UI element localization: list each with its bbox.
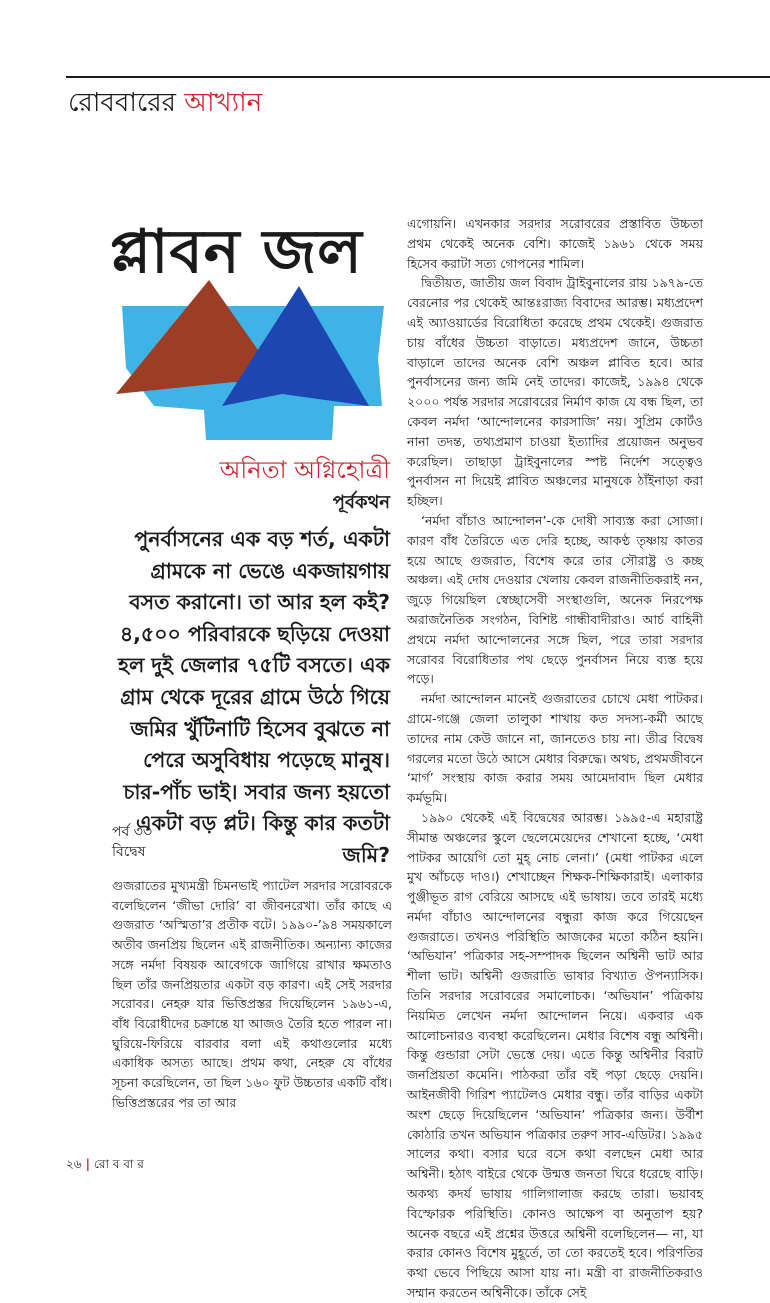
- paragraph: নর্মদা আন্দোলন মানেই গুজরাতের চোখে মেধা পাটকর। গ্রামে-গঞ্জে জেলা তালুকা শাখায় কত সদস্য-কর্মী আছে তাদের নাম কেউ জানে না, জানতেও চায় না। তীব্র বিদ্বেষ গরলের মতো উঠে আসে মেধার বিরুদ্ধে। অথচ, প্রথমজীবনে ‘মার্গ’ সংস্থায় কাজ করার সময় আমেদাবাদ ছিল মেধার কর্মভূমি।: [407, 691, 703, 806]
- section-title-prefix: রোববারের: [68, 88, 185, 118]
- article-title: প্লাবন জল: [110, 217, 363, 287]
- footer-separator: |: [85, 1157, 90, 1171]
- paragraph: দ্বিতীয়ত, জাতীয় জল বিবাদ ট্রাইবুনালের রায় ১৯৭৯-তে বেরনোর পর থেকেই আন্তঃরাজ্য বিবাদের আরম্ভ। মধ্যপ্রদেশ এই অ্যাওয়ার্ডের বিরোধিতা করেছে প্রথম থেকেই। গুজরাত চায় বাঁধের উচ্চতা বাড়াতে। মধ্যপ্রদেশ জানে, উচ্চতা বাড়ালে তাদের অনেক বেশি অঞ্চল প্লাবিত হবে। আর পুনর্বাসনের জন্য জমি নেই তাদের। কাজেই, ১৯৯৪ থেকে ২০০০ পর্যন্ত সরদার সরোবরের নির্মাণ কাজ যে বন্ধ ছিল, তা কেবল নর্মদা ‘আন্দোলনের কারসাজি’ নয়। সুপ্রিম কোর্টও নানা তদন্ত, তথ্যপ্রমাণ চাওয়া ইত্যাদির প্রয়োজন অনুভব করেছিল। তাছাড়া ট্রাইবুনালের স্পষ্ট নির্দেশ সত্ত্বেও পুনর্বাসন না দিয়েই প্লাবিত অঞ্চলের মানুষকে ঠাঁইনাড়া করা হচ্ছিল।: [407, 275, 703, 509]
- kicker-label: পূর্বকথন: [332, 492, 390, 513]
- section-title-highlight: আখ্যান: [184, 88, 263, 118]
- part-label: পর্ব ৩৩: [112, 824, 152, 840]
- paragraph: এগোয়নি। এখনকার সরদার সরোবরের প্রস্তাবিত উচ্চতা প্রথম থেকেই অনেক বেশি। কাজেই ১৯৬১ থেকে সময় হিসেব করাটা সত্য গোপনের শামিল।: [407, 216, 703, 271]
- magazine-name: রো ব বা র: [94, 1157, 144, 1171]
- paragraph: ১৯৯০ থেকেই এই বিদ্বেষের আরম্ভ। ১৯৯৫-এ মহারাষ্ট্র সীমান্ত অঞ্চলের স্কুলে ছেলেমেয়েদের শেখানো হচ্ছে, ‘মেধা পাটকর আয়েগি তো মুহ্ নোচ লেনা।’ (মেধা পাটকর এলে মুখ আঁচড়ে দাও।) শেখাচ্ছেন শিক্ষক-শিক্ষিকারাই। এলাকার পুঞ্জীভূত রাগ বেরিয়ে আসছে এই ভাষায়। তবে তারই মধ্যে নর্মদা বাঁচাও আন্দোলনের বন্ধুরা কাজ করে গিয়েছেন গুজরাতে। তখনও পরিস্থিতি আজকের মতো কঠিন হয়নি। ‘অভিযান’ পত্রিকার সহ-সম্পাদক ছিলেন অশ্বিনী ভাট আর শীলা ভাট। অশ্বিনী গুজরাতি ভাষার বিখ্যাত ঔপন্যাসিক। তিনি সরদার সরোবরের সমালোচক। ‘অভিযান’ পত্রিকায় নিয়মিত লেখেন নর্মদা আন্দোলন নিয়ে। একবার এক আলোচনারও ব্যবস্থা করেছিলেন। মেধার বিশেষ বন্ধু অশ্বিনী। কিন্তু গুন্ডারা সেটা ভেস্তে দেয়। এতে কিন্তু অশ্বিনীর বিরাট জনপ্রিয়তা কমেনি। পাঠকরা তাঁর বই পড়া ছেড়ে দেয়নি। আইনজীবী গিরিশ প্যাটেলও মেধার বন্ধু। তাঁর বাড়ির একটা অংশ ছেড়ে দিয়েছিলেন ‘অভিযান’ পত্রিকার জন্য। উর্বীশ কোঠারি তখন অভিযান পত্রিকার তরুণ সাব-এডিটর। ১৯৯৫ সালের কথা। বসার ঘরে বসে কথা বলছেন মেধা আর অশ্বিনী। হঠাৎ বাইরে থেকে উন্মত্ত জনতা ঘিরে ধরেছে বাড়ি। অকথ্য কদর্য ভাষায় গালিগালাজ করছে তারা। ভয়াবহ বিস্ফোরক পরিস্থিতি। কোনও আক্ষেপ বা অনুতাপ হয়? অনেক বছরে এই প্রশ্নের উত্তরে অশ্বিনী বলেছিলেন— না, যা করার কোনও বিশেষ মুহূর্তে, তা তো করতেই হবে। পরিণতির কথা ভেবে পিছিয়ে আসা যায় না। মন্ত্রী বা রাজনীতিকরাও সম্মান করতেন অশ্বিনীকে। তাঁকে সেই: [407, 809, 703, 1301]
- header-rule: [66, 76, 770, 78]
- right-column-text: [407, 214, 703, 1303]
- mountain-illustration: [114, 278, 386, 443]
- part-info: [112, 822, 152, 862]
- left-column-text: [112, 876, 392, 1112]
- section-title: [68, 82, 262, 126]
- part-subtitle: বিদ্বেষ: [112, 844, 146, 860]
- page-number: ২৬: [66, 1157, 82, 1171]
- pull-quote: পুনর্বাসনের এক বড় শর্ত, একটা গ্রামকে না ভেঙে একজায়গায় বসত করানো। তা আর হল কই? ৪,৫০০ পরিবারকে ছড়িয়ে দেওয়া হল দুই জেলার ৭৫টি বসতে। এক গ্রাম থেকে দূরের গ্রামে উঠে গিয়ে জমির খুঁটিনাটি হিসেব বুঝতে না পেরে অসুবিধায় পড়েছে মানুষ। চার-পাঁচ ভাই। সবার জন্য হয়তো একটা বড় প্লট। কিন্তু কার কতটা জমি?: [118, 527, 390, 867]
- author-name: অনিতা অগ্নিহোত্রী: [219, 456, 390, 484]
- page-footer: [66, 1156, 144, 1176]
- paragraph: গুজরাতের মুখ্যমন্ত্রী চিমনভাই প্যাটেল সরদার সরোবরকে বলেছিলেন ‘জীভা দোরি’ বা জীবনরেখা। তাঁর কাছে এ গুজরাত ‘অস্মিতা’র প্রতীক বটে। ১৯৯০-’৯৪ সময়কালে অতীব জনপ্রিয় ছিলেন এই রাজনীতিক। অন্যান্য কাজের সঙ্গে নর্মদা বিষয়ক আবেগকে জাগিয়ে রাখার ক্ষমতাও ছিল তাঁর জনপ্রিয়তার একটা বড় কারণ। এই সেই সরদার সরোবর। নেহরু যার ভিত্তিপ্রস্তর দিয়েছিলেন ১৯৬১-এ, বাঁধ বিরোধীদের চক্রান্তে যা আজও তৈরি হতে পারল না। ঘুরিয়ে-ফিরিয়ে বারবার বলা এই কথাগুলোর মধ্যে একাধিক অসত্য আছে। প্রথম কথা, নেহরু যে বাঁধের সূচনা করেছিলেন, তা ছিল ১৬০ ফুট উচ্চতার একটি বাঁধ। ভিত্তিপ্রস্তরের পর তা আর: [112, 878, 392, 1110]
- paragraph: ‘নর্মদা বাঁচাও আন্দোলন’-কে দোষী সাব্যস্ত করা সোজা। কারণ বাঁধ তৈরিতে এত দেরি হচ্ছে, আকণ্ঠ তৃষ্ণায় কাতর হয়ে আছে গুজরাত, বিশেষ করে তার সৌরাষ্ট্র ও কচ্ছ অঞ্চল। এই দোষ দেওয়ার খেলায় কেবল রাজনীতিকরাই নন, জুড়ে গিয়েছিল স্বেচ্ছাসেবী সংস্থাগুলি, অনেক নিরপেক্ষ অরাজনৈতিক সংগঠন, বিশিষ্ট গান্ধীবাদীরাও। আর্চ বাহিনী প্রথমে নর্মদা আন্দোলনের সঙ্গে ছিল, পরে তারা সরদার সরোবর বিরোধিতার পথ ছেড়ে পুনর্বাসন নিয়ে ব্যস্ত হয়ে পড়ে।: [407, 512, 703, 687]
